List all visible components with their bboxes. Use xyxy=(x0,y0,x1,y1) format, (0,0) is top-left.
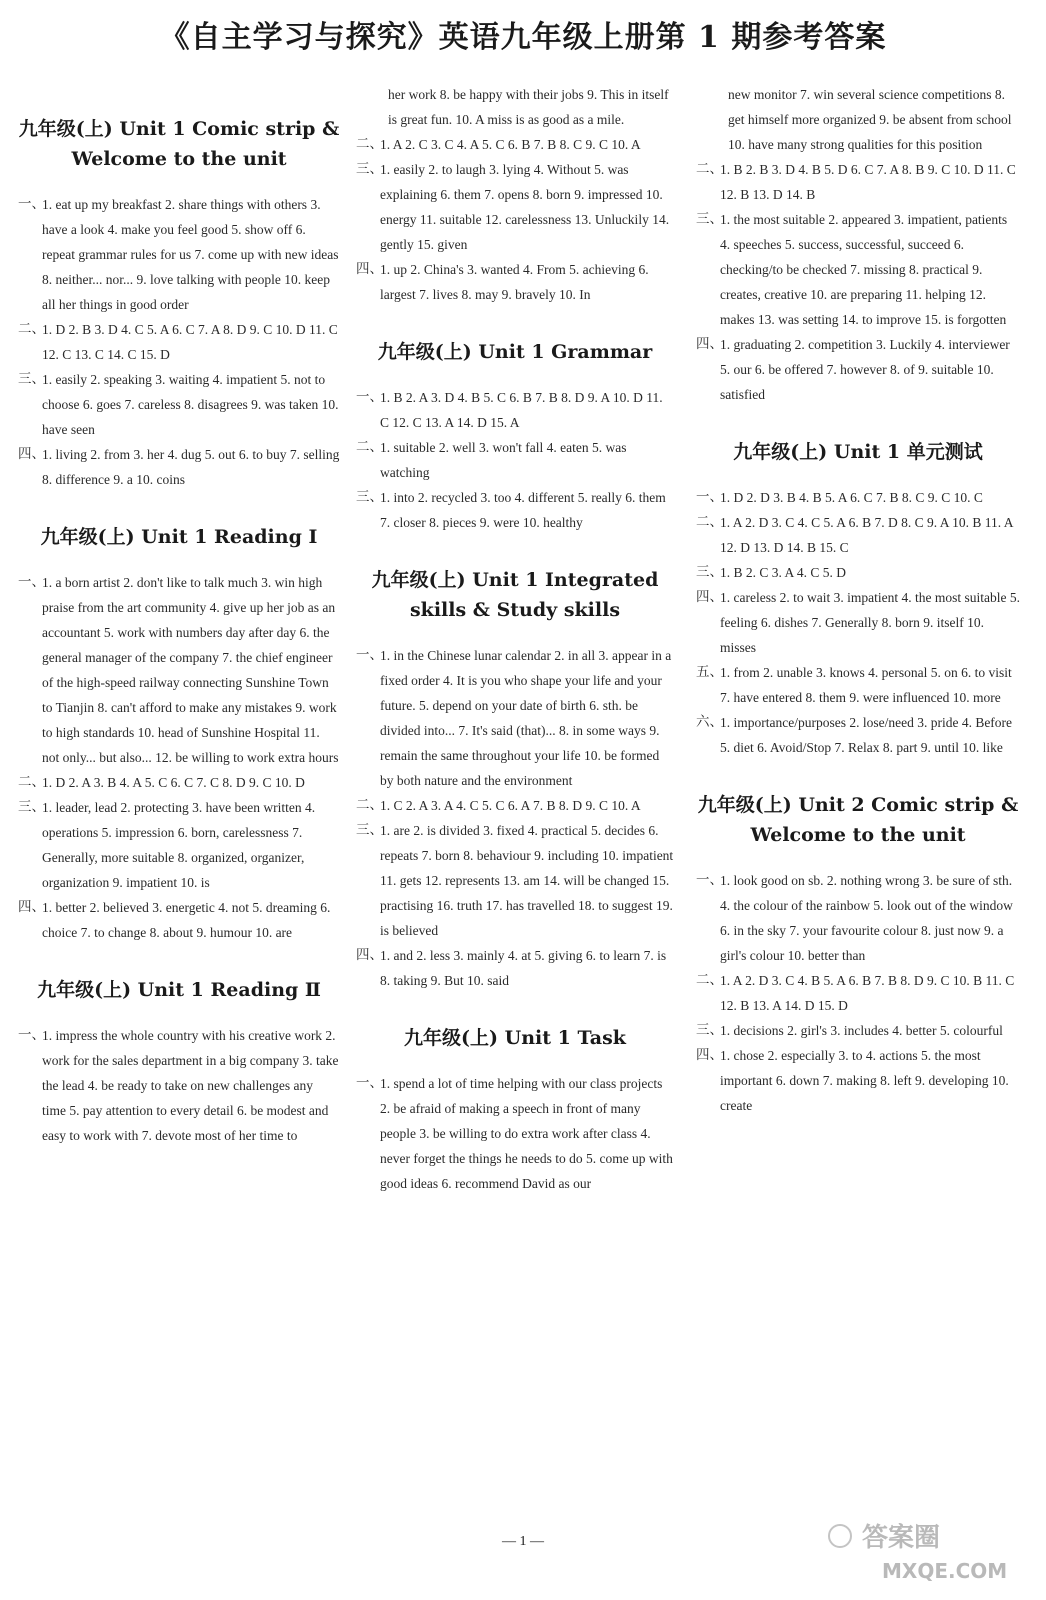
block-answers: 1. are 2. is divided 3. fixed 4. practical 5. decides 6. repeats 7. born 8. behaviour 9. including 10. impatient 11. gets 12. represents 13. am 14. will be changed 15. practising 16. truth 17. has travelled 18. to suggest 19. is believed xyxy=(380,823,674,938)
answer-block xyxy=(696,560,1020,585)
watermark-line2: MXQE.COM xyxy=(882,1559,1008,1583)
block-number: 三、 xyxy=(356,822,383,838)
block-answers: 1. and 2. less 3. mainly 4. at 5. giving 6. to learn 7. is 8. taking 9. But 10. said xyxy=(380,948,667,988)
answer-block xyxy=(356,1071,674,1196)
block-answers: 1. from 2. unable 3. knows 4. personal 5. on 6. to visit 7. have entered 8. them 9. were influenced 10. more xyxy=(720,665,1012,705)
section-title: 九年级(上) Unit 1 Reading Ⅰ xyxy=(40,526,318,548)
block-answers: 1. A 2. D 3. C 4. B 5. A 6. B 7. B 8. D 9. C 10. B 11. C 12. B 13. A 14. D 15. D xyxy=(720,973,1015,1013)
block-answers: 1. living 2. from 3. her 4. dug 5. out 6. to buy 7. selling 8. difference 9. a 10. coins xyxy=(42,447,340,487)
block-answers: 1. suitable 2. well 3. won't fall 4. eaten 5. was watching xyxy=(380,440,627,480)
continued-text: new monitor 7. win several science competitions 8. get himself more organized 9. be absent from school 10. have many strong qualities for this position xyxy=(728,87,1012,152)
block-answers: 1. eat up my breakfast 2. share things with others 3. have a look 4. make you feel good 5. show off 6. repeat grammar rules for us 7. come up with new ideas 8. neither... nor... 9. love talking with people 10. keep all her things in good order xyxy=(42,197,339,312)
answer-block xyxy=(696,207,1020,332)
watermark-logo xyxy=(822,1510,1034,1586)
block-answers: 1. better 2. believed 3. energetic 4. not 5. dreaming 6. choice 7. to change 8. about 9. humour 10. are xyxy=(42,900,331,940)
block-number: 四、 xyxy=(696,1047,723,1063)
answer-block xyxy=(18,770,340,795)
block-number: 一、 xyxy=(18,574,45,590)
answer-block xyxy=(696,585,1020,660)
answer-block xyxy=(18,1023,340,1148)
block-number: 三、 xyxy=(18,371,45,387)
answer-block xyxy=(18,317,340,367)
answer-block xyxy=(18,192,340,317)
continued-text: her work 8. be happy with their jobs 9. This in itself is great fun. 10. A miss is as good as a mile. xyxy=(388,87,669,127)
answer-block xyxy=(696,1043,1020,1118)
block-number: 一、 xyxy=(18,196,45,212)
page-title: 《自主学习与探究》英语九年级上册第 1 期参考答案 xyxy=(159,20,887,55)
block-answers: 1. spend a lot of time helping with our class projects 2. be afraid of making a speech in front of many people 3. be willing to do extra work after class 4. never forget the things he needs to do 5. come up with good ideas 6. recommend David as our xyxy=(380,1076,673,1191)
block-number: 一、 xyxy=(356,1075,383,1091)
answer-block xyxy=(696,660,1020,710)
answer-block xyxy=(356,385,674,435)
answer-block xyxy=(356,435,674,485)
block-answers: 1. careless 2. to wait 3. impatient 4. the most suitable 5. feeling 6. dishes 7. Generally 8. born 9. itself 10. misses xyxy=(720,590,1020,655)
block-number: 一、 xyxy=(356,647,383,663)
block-answers: 1. up 2. China's 3. wanted 4. From 5. achieving 6. largest 7. lives 8. may 9. bravely 10. In xyxy=(380,262,649,302)
answer-block xyxy=(696,968,1020,1018)
block-number: 二、 xyxy=(356,797,383,813)
answer-block xyxy=(356,485,674,535)
block-number: 一、 xyxy=(696,489,723,505)
section-title: 九年级(上) Unit 2 Comic strip & Welcome to the unit xyxy=(697,794,1019,846)
block-answers: 1. leader, lead 2. protecting 3. have been written 4. operations 5. impression 6. born, carelessness 7. Generally, more suitable 8. organized, organizer, organization 9. impatient 10. is xyxy=(42,800,316,890)
block-answers: 1. B 2. B 3. D 4. B 5. D 6. C 7. A 8. B 9. C 10. D 11. C 12. B 13. D 14. B xyxy=(720,162,1016,202)
answer-block xyxy=(696,157,1020,207)
block-number: 三、 xyxy=(696,564,723,580)
page-number: — 1 — xyxy=(502,1534,544,1549)
block-number: 三、 xyxy=(696,211,723,227)
block-number: 六、 xyxy=(696,714,723,730)
block-number: 三、 xyxy=(696,1022,723,1038)
block-answers: 1. in the Chinese lunar calendar 2. in all 3. appear in a fixed order 4. It is you who shape your life and your future. 5. depend on your date of birth 6. sth. be divided into... 7. It's said (that)... 8. in some ways 9. remain the same throughout your life 10. be formed by both nature and the environment xyxy=(380,648,672,788)
answer-block xyxy=(696,485,1020,510)
column-left xyxy=(18,82,340,1148)
section-title: 九年级(上) Unit 1 Integrated skills & Study skills xyxy=(371,569,659,621)
watermark-circle-icon xyxy=(829,1525,851,1547)
answer-block xyxy=(356,943,674,993)
block-number: 三、 xyxy=(18,799,45,815)
block-number: 四、 xyxy=(356,947,383,963)
block-answers: 1. easily 2. speaking 3. waiting 4. impatient 5. not to choose 6. goes 7. careless 8. disagrees 9. was taken 10. have seen xyxy=(42,372,339,437)
block-answers: 1. B 2. C 3. A 4. C 5. D xyxy=(720,565,847,580)
column-right xyxy=(696,82,1020,1118)
block-number: 四、 xyxy=(356,261,383,277)
answer-block xyxy=(356,818,674,943)
answer-block xyxy=(18,442,340,492)
block-answers: 1. a born artist 2. don't like to talk much 3. win high praise from the art community 4. give up her job as an accountant 5. work with numbers day after day 6. the general manager of the company 7. the chief engineer of the high-speed railway connecting Sunshine Town to Tianjin 8. can't afford to make any mistakes 9. work to high standards 10. head of Sunshine Hospital 11. not only... but also... 12. be willing to work extra hours xyxy=(42,575,339,765)
block-answers: 1. A 2. D 3. C 4. C 5. A 6. B 7. D 8. C 9. A 10. B 11. A 12. D 13. D 14. B 15. C xyxy=(720,515,1013,555)
block-answers: 1. importance/purposes 2. lose/need 3. pride 4. Before 5. diet 6. Avoid/Stop 7. Relax 8. part 9. until 10. like xyxy=(720,715,1013,755)
block-answers: 1. into 2. recycled 3. too 4. different 5. really 6. them 7. closer 8. pieces 9. were 10. healthy xyxy=(380,490,666,530)
section-title: 九年级(上) Unit 1 单元测试 xyxy=(733,441,983,463)
block-answers: 1. decisions 2. girl's 3. includes 4. better 5. colourful xyxy=(720,1023,1003,1038)
block-number: 二、 xyxy=(696,514,723,530)
block-answers: 1. A 2. C 3. C 4. A 5. C 6. B 7. B 8. C 9. C 10. A xyxy=(380,137,641,152)
answer-block xyxy=(696,332,1020,407)
block-answers: 1. D 2. B 3. D 4. C 5. A 6. C 7. A 8. D 9. C 10. D 11. C 12. C 13. C 14. C 15. D xyxy=(42,322,338,362)
section-title: 九年级(上) Unit 1 Reading Ⅱ xyxy=(37,979,321,1001)
block-answers: 1. graduating 2. competition 3. Luckily 4. interviewer 5. our 6. be offered 7. however 8. of 9. suitable 10. satisfied xyxy=(720,337,1010,402)
section-title: 九年级(上) Unit 1 Comic strip & Welcome to the unit xyxy=(18,118,340,170)
answer-block xyxy=(696,1018,1020,1043)
block-answers: 1. B 2. A 3. D 4. B 5. C 6. B 7. B 8. D 9. A 10. D 11. C 12. C 13. A 14. D 15. A xyxy=(380,390,663,430)
block-answers: 1. C 2. A 3. A 4. C 5. C 6. A 7. B 8. D 9. C 10. A xyxy=(380,798,641,813)
block-number: 四、 xyxy=(696,336,723,352)
block-number: 二、 xyxy=(18,321,45,337)
answer-block xyxy=(696,710,1020,760)
answer-block xyxy=(18,570,340,770)
section-title: 九年级(上) Unit 1 Grammar xyxy=(377,341,653,363)
block-answers: 1. easily 2. to laugh 3. lying 4. Without 5. was explaining 6. them 7. opens 8. born 9. impressed 10. energy 11. suitable 12. carelessness 13. Unluckily 14. gently 15. given xyxy=(380,162,670,252)
column-middle xyxy=(356,82,674,1196)
block-answers: 1. chose 2. especially 3. to 4. actions 5. the most important 6. down 7. making 8. left 9. developing 10. create xyxy=(720,1048,1009,1113)
block-number: 一、 xyxy=(696,872,723,888)
block-number: 二、 xyxy=(696,161,723,177)
answer-block xyxy=(356,157,674,257)
answer-block xyxy=(18,895,340,945)
block-answers: 1. D 2. A 3. B 4. A 5. C 6. C 7. C 8. D 9. C 10. D xyxy=(42,775,305,790)
watermark-line1: 答案圈 xyxy=(862,1523,941,1553)
block-answers: 1. the most suitable 2. appeared 3. impatient, patients 4. speeches 5. success, successful, succeed 6. checking/to be checked 7. missing 8. practical 9. creates, creative 10. are preparing 11. helping 12. makes 13. was setting 14. to improve 15. is forgotten xyxy=(720,212,1008,327)
block-number: 三、 xyxy=(356,161,383,177)
block-answers: 1. impress the whole country with his creative work 2. work for the sales department in a big company 3. take the lead 4. be ready to take on new challenges any time 5. pay attention to every detail 6. be modest and easy to work with 7. devote most of her time to xyxy=(42,1028,339,1143)
section-title: 九年级(上) Unit 1 Task xyxy=(404,1027,626,1049)
answer-block xyxy=(696,868,1020,968)
answer-block xyxy=(356,643,674,793)
block-number: 二、 xyxy=(18,774,45,790)
block-number: 四、 xyxy=(18,446,45,462)
answer-block xyxy=(356,132,674,157)
block-number: 二、 xyxy=(356,136,383,152)
answer-block xyxy=(356,793,674,818)
block-number: 五、 xyxy=(696,664,723,680)
block-number: 一、 xyxy=(18,1027,45,1043)
answer-block xyxy=(696,510,1020,560)
block-number: 四、 xyxy=(696,589,723,605)
answer-block xyxy=(18,367,340,442)
block-answers: 1. look good on sb. 2. nothing wrong 3. be sure of sth. 4. the colour of the rainbow 5. look out of the window 6. in the sky 7. your favourite colour 8. just now 9. a girl's colour 10. better than xyxy=(720,873,1013,963)
block-number: 三、 xyxy=(356,489,383,505)
answer-block xyxy=(18,795,340,895)
block-number: 四、 xyxy=(18,899,45,915)
block-answers: 1. D 2. D 3. B 4. B 5. A 6. C 7. B 8. C 9. C 10. C xyxy=(720,490,983,505)
block-number: 二、 xyxy=(696,972,723,988)
block-number: 一、 xyxy=(356,389,383,405)
answer-block xyxy=(356,257,674,307)
block-number: 二、 xyxy=(356,439,383,455)
